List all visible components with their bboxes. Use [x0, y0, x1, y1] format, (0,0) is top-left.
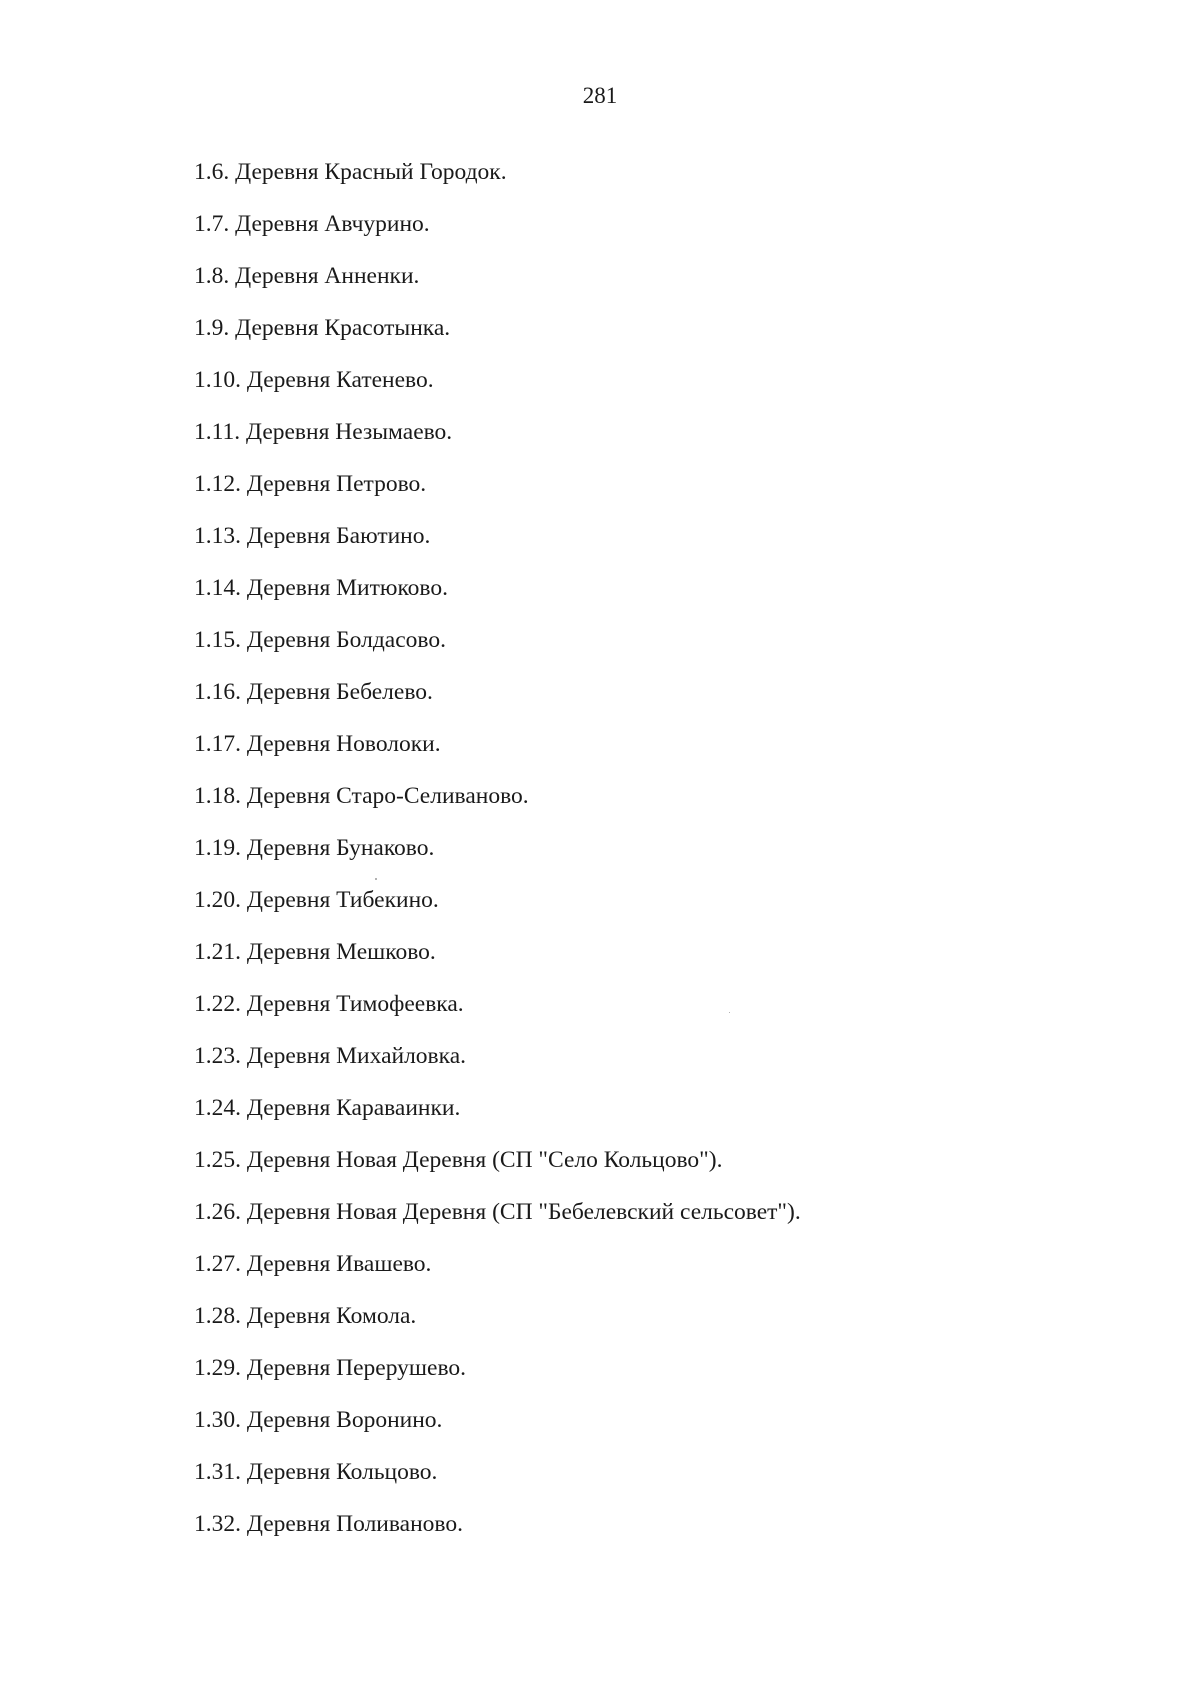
scan-speck	[729, 1012, 730, 1013]
list-item: 1.9. Деревня Красотынка.	[194, 315, 451, 341]
list-item: 1.27. Деревня Ивашево.	[194, 1251, 432, 1277]
list-item: 1.28. Деревня Комола.	[194, 1303, 417, 1329]
list-item: 1.6. Деревня Красный Городок.	[194, 159, 507, 185]
list-item: 1.30. Деревня Воронино.	[194, 1407, 443, 1433]
list-item: 1.29. Деревня Перерушево.	[194, 1355, 467, 1381]
scan-speck	[375, 878, 377, 880]
list-item: 1.31. Деревня Кольцово.	[194, 1459, 438, 1485]
list-item: 1.18. Деревня Старо-Селиваново.	[194, 783, 529, 809]
list-item: 1.7. Деревня Авчурино.	[194, 211, 430, 237]
list-item: 1.15. Деревня Болдасово.	[194, 627, 446, 653]
list-item: 1.14. Деревня Митюково.	[194, 575, 448, 601]
list-item: 1.17. Деревня Новолоки.	[194, 731, 441, 757]
list-item: 1.32. Деревня Поливаново.	[194, 1511, 463, 1537]
list-item: 1.23. Деревня Михайловка.	[194, 1043, 467, 1069]
list-item: 1.24. Деревня Караваинки.	[194, 1095, 461, 1121]
list-item: 1.26. Деревня Новая Деревня (СП "Бебелевский сельсовет").	[194, 1199, 801, 1225]
list-item: 1.16. Деревня Бебелево.	[194, 679, 433, 705]
list-item: 1.10. Деревня Катенево.	[194, 367, 434, 393]
village-list	[194, 152, 1154, 1556]
page-number: 281	[582, 83, 618, 108]
list-item: 1.12. Деревня Петрово.	[194, 471, 427, 497]
list-item: 1.21. Деревня Мешково.	[194, 939, 436, 965]
list-item: 1.8. Деревня Анненки.	[194, 263, 420, 289]
list-item: 1.11. Деревня Незымаево.	[194, 419, 453, 445]
list-item: 1.13. Деревня Баютино.	[194, 523, 431, 549]
list-item: 1.25. Деревня Новая Деревня (СП "Село Кольцово").	[194, 1147, 723, 1173]
list-item: 1.22. Деревня Тимофеевка.	[194, 991, 464, 1017]
list-item: 1.20. Деревня Тибекино.	[194, 887, 439, 913]
list-item: 1.19. Деревня Бунаково.	[194, 835, 435, 861]
